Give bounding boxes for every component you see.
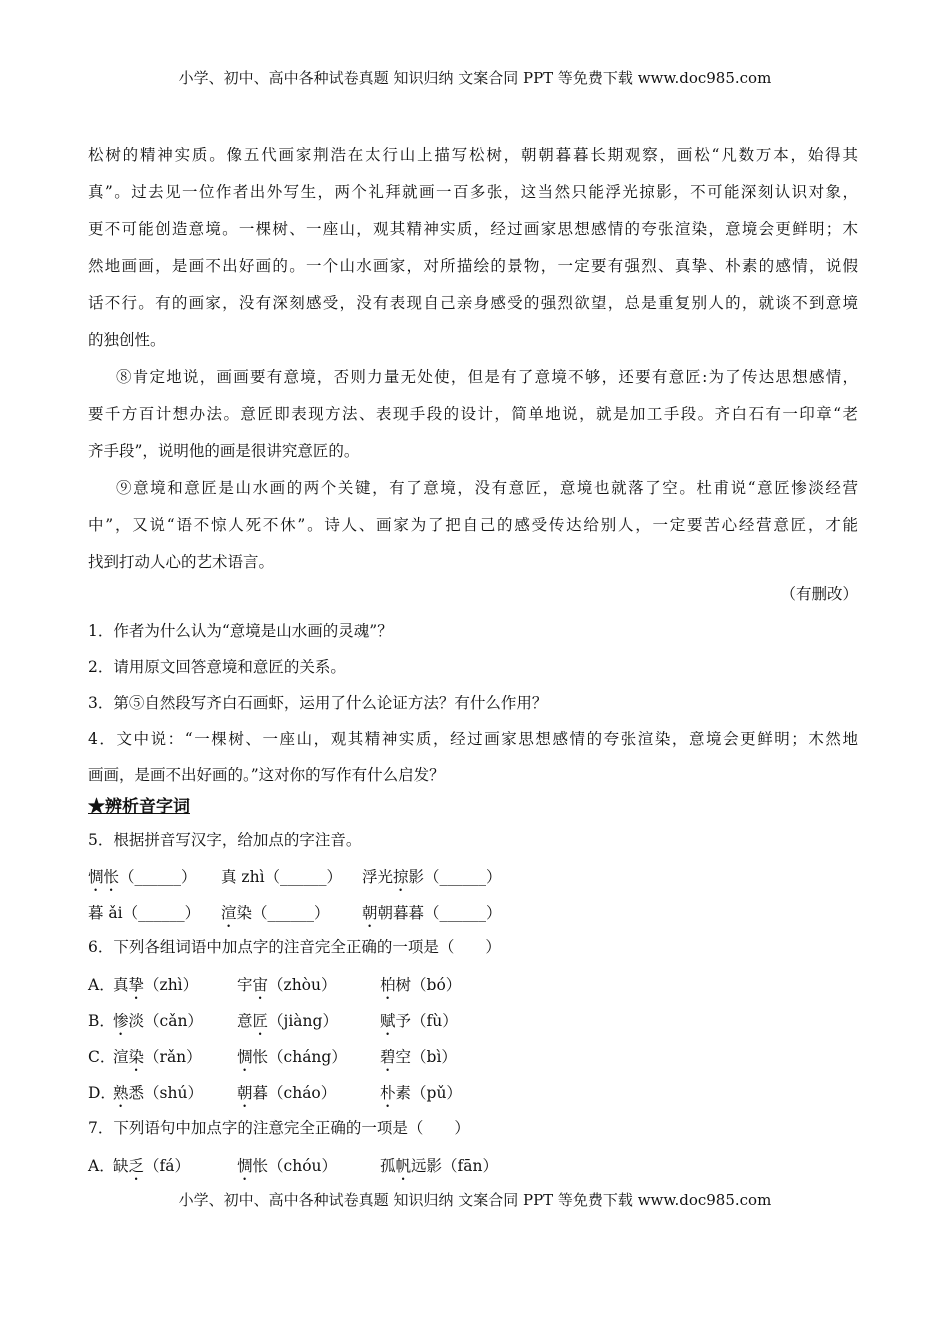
term-text: 孤: [380, 1157, 396, 1175]
term-text: 暮 ǎi: [88, 904, 123, 922]
answer-blank: （______）: [424, 868, 502, 886]
fill-item: [362, 901, 502, 931]
term-text: 染: [236, 904, 253, 922]
option-term: [380, 1009, 458, 1039]
term-text: 怅: [252, 1048, 269, 1066]
question-3: 3．第⑤自然段写齐白石画虾，运用了什么论证方法？有什么作用？: [88, 694, 548, 712]
paragraph-9-line: 中”，又说“语不惊人死不休”。诗人、画家为了把自己的感受传达给别人，一定要苦心经营意匠，才能: [88, 516, 858, 534]
pinyin: （bó）: [411, 976, 462, 994]
option-term: [380, 1045, 457, 1075]
question-4-line: 4．文中说：“一棵树、一座山，观其精神实质，经过画家思想感情的夸张渲染，意境会更鲜明；木然地: [88, 730, 858, 748]
dotted-character: 朴: [380, 1084, 396, 1102]
term-text: 空: [395, 1048, 412, 1066]
paragraph-line: 更不可能创造意境。一棵树、一座山，观其精神实质，经过画家思想感情的夸张渲染，意境会更鲜明；木: [88, 220, 858, 238]
pinyin: （chóu）: [268, 1157, 338, 1175]
term-text: 朝暮暮: [377, 904, 425, 922]
option-term: [113, 1045, 202, 1075]
fill-item: [88, 865, 197, 895]
paragraph-line: 然地画画，是画不出好画的。一个山水画家，对所描绘的景物，一定要有强烈、真挚、朴素的感情，说假: [88, 257, 858, 275]
dotted-character: 朝: [237, 1084, 253, 1102]
dotted-character: 碧: [380, 1048, 396, 1066]
dotted-character: 熟: [113, 1084, 129, 1102]
pinyin: （pǔ）: [411, 1084, 462, 1102]
paragraph-9-line: 找到打动人心的艺术语言。: [88, 553, 275, 571]
fill-item: [88, 901, 200, 931]
fill-item: [221, 901, 330, 931]
pinyin: （fù）: [411, 1012, 458, 1030]
pinyin: （cǎn）: [144, 1012, 203, 1030]
fill-item: [221, 865, 342, 895]
paragraph-8-line: 齐手段”，说明他的画是很讲究意匠的。: [88, 442, 360, 460]
term-text: 宇: [237, 976, 253, 994]
term-text: 树: [395, 976, 412, 994]
pinyin: （zhì）: [144, 976, 199, 994]
dotted-character: 渲: [221, 904, 237, 922]
dotted-character: 宙: [252, 976, 269, 994]
option-term: [113, 1081, 203, 1111]
answer-blank: （______）: [122, 904, 201, 922]
answer-blank: （______）: [252, 904, 330, 922]
page-footer: 小学、初中、高中各种试卷真题 知识归纳 文案合同 PPT 等免费下载 www.doc985.com: [178, 1191, 772, 1209]
dotted-character: 朝: [362, 904, 378, 922]
dotted-character: 惨: [113, 1012, 129, 1030]
dotted-character: 惆: [237, 1048, 253, 1066]
option-term: [380, 973, 461, 1003]
option-term: [237, 973, 337, 1003]
dotted-character: 帆: [395, 1157, 412, 1175]
term-text: 真 zhì: [221, 868, 265, 886]
dotted-character: 柏: [380, 976, 396, 994]
option-d[interactable]: [88, 1081, 116, 1103]
pinyin: （jiàng）: [268, 1012, 338, 1030]
term-text: 缺: [113, 1157, 129, 1175]
dotted-character: 挚: [128, 976, 145, 994]
question-5-stem: 5．根据拼音写汉字，给加点的字注音。: [88, 831, 362, 849]
option-label: A．: [88, 976, 115, 994]
dotted-character: 惆怅: [88, 868, 120, 886]
dotted-character: 惆: [237, 1157, 253, 1175]
dotted-character: 匠: [252, 1012, 269, 1030]
question-4-line: 画画，是画不出好画的。”这对你的写作有什么启发？: [88, 766, 445, 784]
question-7-stem: 7．下列语句中加点字的注意完全正确的一项是（ ）: [88, 1119, 470, 1137]
option-c[interactable]: [88, 1045, 115, 1067]
term-text: 渲: [113, 1048, 129, 1066]
dotted-character: 乏: [128, 1157, 145, 1175]
answer-blank: （______）: [119, 868, 197, 886]
option-term: [380, 1081, 462, 1111]
pinyin: （bì）: [411, 1048, 457, 1066]
answer-blank: （______）: [424, 904, 502, 922]
paragraph-line: 话不行。有的画家，没有深刻感受，没有表现自己亲身感受的强烈欲望，总是重复别人的，就谈不到意境: [88, 294, 858, 312]
dotted-character: 掠: [393, 868, 409, 886]
option-term: [237, 1154, 337, 1184]
option-term: [237, 1081, 336, 1111]
pinyin: （fá）: [144, 1157, 191, 1175]
option-b[interactable]: [88, 1009, 115, 1031]
pinyin: （shú）: [144, 1084, 203, 1102]
paragraph-line: 真”。过去见一位作者出外写生，两个礼拜就画一百多张，这当然只能浮光掠影，不可能深刻认识对象，: [88, 183, 858, 201]
page-header: 小学、初中、高中各种试卷真题 知识归纳 文案合同 PPT 等免费下载 www.doc985.com: [178, 69, 772, 87]
pinyin: （fān）: [442, 1157, 499, 1175]
question-1: 1．作者为什么认为“意境是山水画的灵魂”？: [88, 622, 393, 640]
pinyin: （rǎn）: [144, 1048, 202, 1066]
answer-blank: （______）: [264, 868, 343, 886]
option-term: [380, 1154, 498, 1184]
option-term: [237, 1045, 347, 1075]
term-text: 暮: [252, 1084, 269, 1102]
question-2: 2．请用原文回答意境和意匠的关系。: [88, 658, 346, 676]
question-6-stem: 6．下列各组词语中加点字的注音完全正确的一项是（ ）: [88, 938, 501, 956]
pinyin: （zhòu）: [268, 976, 337, 994]
term-text: 予: [395, 1012, 412, 1030]
option-a[interactable]: [88, 973, 115, 995]
term-text: 意: [237, 1012, 253, 1030]
fill-item: [362, 865, 502, 895]
term-text: 悉: [128, 1084, 145, 1102]
paragraph-8-line: 要千方百计想办法。意匠即表现方法、表现手段的设计，简单地说，就是加工手段。齐白石有一印章“老: [88, 405, 858, 423]
pinyin: （cháo）: [268, 1084, 337, 1102]
paragraph-8-line: ⑧肯定地说，画画要有意境，否则力量无处使，但是有了意境不够，还要有意匠:为了传达思想感情，: [116, 368, 858, 386]
paragraph-line: 松树的精神实质。像五代画家荆浩在太行山上描写松树，朝朝暮暮长期观察，画松“凡数万本，始得其: [88, 146, 858, 164]
term-text: 影: [408, 868, 425, 886]
option-term: [113, 973, 198, 1003]
term-text: 远影: [411, 1157, 443, 1175]
section-heading: ★辨析音字词: [88, 797, 190, 817]
option-label: A．: [88, 1157, 115, 1175]
term-text: 怅: [252, 1157, 269, 1175]
pinyin: （cháng）: [268, 1048, 347, 1066]
option-label: B．: [88, 1012, 115, 1030]
option-term: [113, 1009, 203, 1039]
dotted-character: 染: [128, 1048, 145, 1066]
dotted-character: 赋: [380, 1012, 396, 1030]
term-text: 真: [113, 976, 129, 994]
term-text: 淡: [128, 1012, 145, 1030]
option-term: [237, 1009, 338, 1039]
paragraph-9-line: ⑨意境和意匠是山水画的两个关键，有了意境，没有意匠，意境也就落了空。杜甫说“意匠惨淡经营: [116, 479, 858, 497]
option-label: D．: [88, 1084, 116, 1102]
option-term: [113, 1154, 190, 1184]
option-label: C．: [88, 1048, 116, 1066]
option-a[interactable]: [88, 1154, 115, 1176]
paragraph-line: 的独创性。: [88, 331, 166, 349]
term-text: 素: [395, 1084, 412, 1102]
term-text: 浮光: [362, 868, 394, 886]
source-note: （有删改）: [780, 585, 858, 603]
